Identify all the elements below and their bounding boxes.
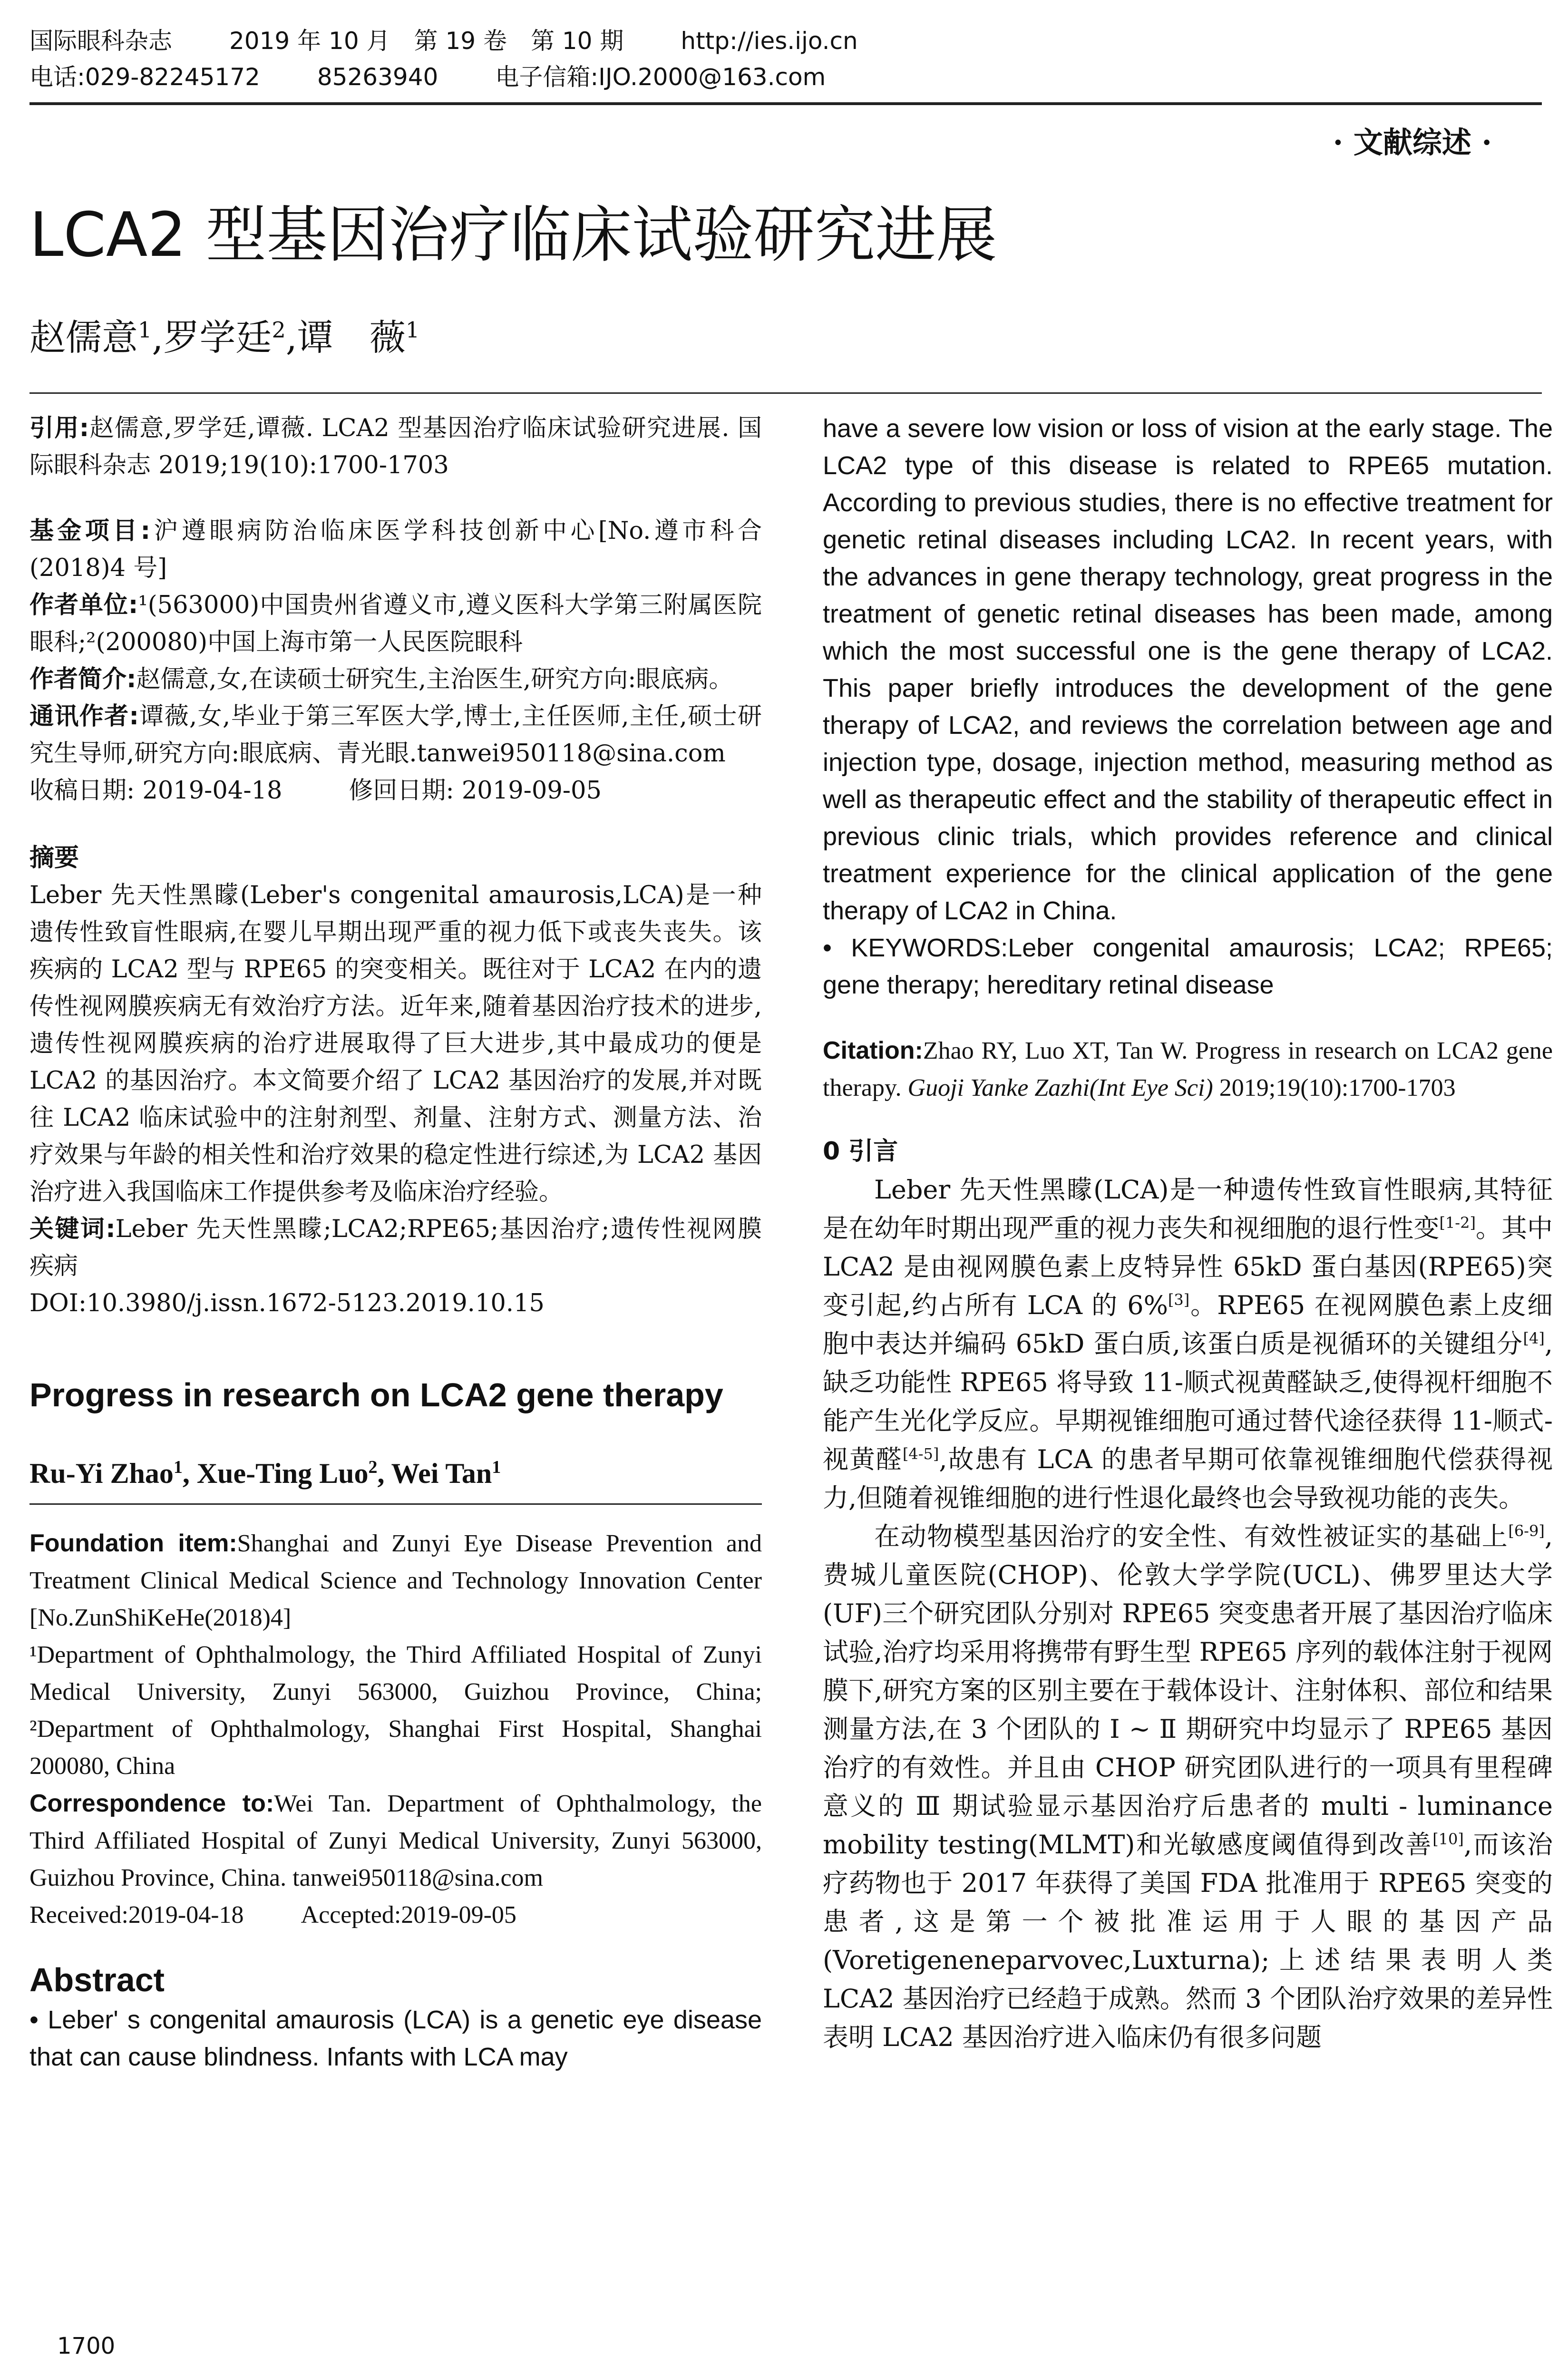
reference-link[interactable]: [1-2] bbox=[1439, 1214, 1476, 1232]
intro-text: ,而该治疗药物也于 2017 年获得了美国 FDA 批准用于 RPE65 突变的患者,这是第一个被批准运用于人眼的基因产品(Voretigeneneparvovec,Luxturna);上述结果表明人类 LCA2 基因治疗已经趋于成熟。然而 3 个团队治疗效果的差异性表明 LCA2 基因治疗进入临床仍有很多问题 bbox=[823, 1830, 1553, 2052]
author-name-en: Wei Tan bbox=[391, 1458, 492, 1489]
citation-zh bbox=[29, 410, 762, 484]
header-rule bbox=[29, 102, 1542, 105]
journal-url[interactable]: http://ies.ijo.cn bbox=[681, 27, 858, 55]
author-name-en: Xue-Ting Luo bbox=[196, 1458, 369, 1489]
correspondence-text-zh: 谭薇,女,毕业于第三军医大学,博士,主任医师,主任,硕士研究生导师,研究方向:眼底病、青光眼.tanwei950118@sina.com bbox=[29, 702, 762, 768]
foundation-en bbox=[29, 1525, 762, 1637]
reference-link[interactable]: [3] bbox=[1168, 1291, 1190, 1309]
citation-label-zh: 引用: bbox=[29, 414, 89, 442]
author-affiliation-mark: 1 bbox=[492, 1457, 501, 1477]
article-title-en: Progress in research on LCA2 gene therapy bbox=[29, 1376, 723, 1413]
correspondence-label-zh: 通讯作者: bbox=[29, 702, 139, 731]
author-list-en: Ru-Yi Zhao$^1$, Xue-Ting Luo$^2$, Wei Tan$^1$ bbox=[29, 1457, 501, 1489]
fund-zh bbox=[29, 513, 762, 587]
article-title-zh: LCA2 型基因治疗临床试验研究进展 bbox=[29, 200, 997, 271]
unit-label-zh: 作者单位: bbox=[29, 591, 138, 619]
received-date-en: Received:2019-04-18 bbox=[29, 1901, 244, 1929]
correspondence-zh bbox=[29, 698, 762, 772]
intro-text: 在动物模型基因治疗的安全性、有效性被证实的基础上 bbox=[874, 1521, 1509, 1551]
dates-zh bbox=[29, 772, 762, 809]
journal-phone: 电话:029-82245172 bbox=[29, 63, 260, 91]
unit-zh bbox=[29, 587, 762, 661]
received-date-zh: 收稿日期: 2019-04-18 bbox=[29, 777, 282, 805]
correspondence-label-en: Correspondence to: bbox=[29, 1790, 274, 1817]
reference-link[interactable]: [6-9] bbox=[1508, 1522, 1545, 1540]
author-separator: , bbox=[285, 316, 297, 359]
reference-link[interactable]: [10] bbox=[1432, 1830, 1464, 1848]
keywords-zh bbox=[29, 1211, 762, 1285]
author-affiliation-mark: 1 bbox=[138, 317, 152, 343]
bio-text-zh: 赵儒意,女,在读硕士研究生,主治医生,研究方向:眼底病。 bbox=[136, 665, 733, 693]
abstract-en-start: • Leber' s congenital amaurosis (LCA) is a genetic eye disease that can cause blindness. Infants with LCA may bbox=[29, 2006, 762, 2071]
journal-header bbox=[29, 23, 1542, 95]
bio-label-zh: 作者简介: bbox=[29, 665, 136, 693]
abstract-en-continued: have a severe low vision or loss of vision at the early stage. The LCA2 type of this disease is related to RPE65 mutation. According to previous studies, there is no effective treatment for genetic retinal diseases including LCA2. In recent years, with the advances in gene therapy technology, great progress in the treatment of genetic retinal diseases has been made, among which the most successful one is the gene therapy of LCA2. This paper briefly introduces the development of the gene therapy of LCA2, and reviews the correlation between age and injection type, dosage, injection method, measuring method as well as therapeutic effect and the stability of therapeutic effect in previous clinic trials, which provides reference and clinical treatment experience for the clinical application of the gene therapy of LCA2 in China. bbox=[823, 414, 1553, 925]
accepted-date-en: Accepted:2019-09-05 bbox=[301, 1901, 516, 1929]
author-name: 谭 薇 bbox=[297, 316, 406, 359]
author-list-zh bbox=[29, 314, 419, 361]
revised-date-zh: 修回日期: 2019-09-05 bbox=[349, 777, 602, 805]
abstract-heading-zh: 摘要 bbox=[29, 844, 79, 872]
citation-journal-en: Guoji Yanke Zazhi(Int Eye Sci) bbox=[907, 1074, 1213, 1101]
author-affiliation-mark: 1 bbox=[405, 317, 420, 343]
author-name: 赵儒意 bbox=[29, 316, 138, 359]
affiliations-en: ¹Department of Ophthalmology, the Third Affiliated Hospital of Zunyi Medical University, Zunyi 563000, Guizhou Province, China; ²Department of Ophthalmology, Shanghai First Hospital, Shanghai 200080, China bbox=[29, 1641, 762, 1780]
author-affiliation-mark: 2 bbox=[272, 317, 286, 343]
keywords-en: • KEYWORDS:Leber congenital amaurosis; LCA2; RPE65; gene therapy; hereditary retinal disease bbox=[823, 934, 1553, 999]
intro-paragraph-2 bbox=[823, 1517, 1553, 2056]
journal-phone-2: 85263940 bbox=[317, 63, 438, 91]
author-separator: , bbox=[152, 316, 164, 359]
foundation-label-en: Foundation item: bbox=[29, 1529, 237, 1557]
intro-text: 。其中 LCA2 是由视网膜色素上皮特异性 65kD 蛋白基因(RPE65)突变引起,约占所有 LCA 的 6% bbox=[823, 1213, 1553, 1320]
page-number: 1700 bbox=[57, 2333, 116, 2359]
abstract-zh bbox=[29, 877, 762, 1322]
citation-text-zh: 赵儒意,罗学廷,谭薇. LCA2 型基因治疗临床试验研究进展. 国际眼科杂志 2019;19(10):1700-1703 bbox=[29, 414, 762, 479]
journal-name: 国际眼科杂志 bbox=[29, 27, 172, 55]
citation-volume-en: 2019;19(10):1700-1703 bbox=[1219, 1074, 1456, 1101]
fund-label-zh: 基金项目: bbox=[29, 517, 151, 545]
dates-en bbox=[29, 1897, 762, 1934]
keywords-label-zh: 关键词: bbox=[29, 1215, 116, 1243]
section-label: · 文献综述 · bbox=[1333, 125, 1492, 160]
doi[interactable]: DOI:10.3980/j.issn.1672-5123.2019.10.15 bbox=[29, 1289, 545, 1317]
intro-text: ,缺乏功能性 RPE65 将导致 11-顺式视黄醛缺乏,使得视杆细胞不能产生光化学反应。早期视锥细胞可通过替代途径获得 11-顺式-视黄醛 bbox=[823, 1329, 1553, 1474]
journal-email[interactable]: 电子信箱:IJO.2000@163.com bbox=[495, 63, 826, 91]
fund-text-zh: 沪遵眼病防治临床医学科技创新中心[No.遵市科合(2018)4 号] bbox=[29, 517, 762, 582]
right-column bbox=[823, 410, 1553, 2056]
correspondence-en bbox=[29, 1785, 762, 1897]
intro-text: ,故患有 LCA 的患者早期可依靠视锥细胞代偿获得视力,但随着视锥细胞的进行性退化最终也会导致视功能的丧失。 bbox=[823, 1444, 1553, 1513]
left-column bbox=[29, 410, 762, 2075]
keywords-text-zh: Leber 先天性黑矇;LCA2;RPE65;基因治疗;遗传性视网膜疾病 bbox=[29, 1215, 762, 1280]
author-affiliation-mark: 1 bbox=[173, 1457, 183, 1477]
journal-issue: 2019 年 10 月 第 19 卷 第 10 期 bbox=[229, 27, 624, 55]
citation-text-en: Zhao RY, Luo XT, Tan W. Progress in research on LCA2 gene therapy. bbox=[823, 1037, 1553, 1101]
intro-text: Leber 先天性黑矇(LCA)是一种遗传性致盲性眼病,其特征是在幼年时期出现严重的视力丧失和视细胞的退行性变 bbox=[823, 1175, 1553, 1243]
title-rule bbox=[29, 392, 1542, 394]
reference-link[interactable]: [4] bbox=[1523, 1329, 1545, 1347]
intro-text: 。RPE65 在视网膜色素上皮细胞中表达并编码 65kD 蛋白质,该蛋白质是视循环的关键组分 bbox=[823, 1290, 1553, 1359]
reference-link[interactable]: [4-5] bbox=[902, 1445, 939, 1463]
foundation-text-en: Shanghai and Zunyi Eye Disease Prevention and Treatment Clinical Medical Science and Technology Innovation Center [No.ZunShiKeHe(2018)4] bbox=[29, 1530, 762, 1631]
author-name-en: Ru-Yi Zhao bbox=[29, 1458, 174, 1489]
abstract-heading-en: Abstract bbox=[29, 1961, 165, 1998]
unit-text-zh: ¹(563000)中国贵州省遵义市,遵义医科大学第三附属医院眼科;²(200080)中国上海市第一人民医院眼科 bbox=[29, 591, 762, 656]
article-meta-en bbox=[29, 1525, 762, 1934]
intro-paragraph-1 bbox=[823, 1170, 1553, 1517]
intro-heading: 0 引言 bbox=[823, 1137, 898, 1166]
article-meta-zh bbox=[29, 410, 762, 809]
abstract-body-zh: Leber 先天性黑矇(Leber's congenital amaurosis,LCA)是一种遗传性致盲性眼病,在婴儿早期出现严重的视力低下或丧失丧失。该疾病的 LCA2 型与 RPE65 的突变相关。既往对于 LCA2 在内的遗传性视网膜疾病无有效治疗方法。近年来,随着基因治疗技术的进步,遗传性视网膜疾病的治疗进展取得了巨大进步,其中最成功的便是 LCA2 的基因治疗。本文简要介绍了 LCA2 基因治疗的发展,并对既往 LCA2 临床试验中的注射剂型、剂量、注射方式、测量方法、治疗效果与年龄的相关性和治疗效果的稳定性进行综述,为 LCA2 基因治疗进入我国临床工作提供参考及临床治疗经验。 bbox=[29, 881, 762, 1206]
correspondence-text-en: Wei Tan. Department of Ophthalmology, the Third Affiliated Hospital of Zunyi Medical University, Zunyi 563000, Guizhou Province, China. tanwei950118@sina.com bbox=[29, 1790, 762, 1891]
intro-text: ,费城儿童医院(CHOP)、伦敦大学学院(UCL)、佛罗里达大学(UF)三个研究团队分别对 RPE65 突变患者开展了基因治疗临床试验,治疗均采用将携带有野生型 RPE65 序列的载体注射于视网膜下,研究方案的区别主要在于载体设计、注射体积、部位和结果测量方法,在 3 个团队的 Ⅰ ~ Ⅱ 期研究中均显示了 RPE65 基因治疗的有效性。并且由 CHOP 研究团队进行的一项具有里程碑意义的 Ⅲ 期试验显示基因治疗后患者的 multi - luminance mobility testing(MLMT)和光敏感度阈值得到改善 bbox=[823, 1521, 1553, 1860]
author-affiliation-mark: 2 bbox=[368, 1457, 378, 1477]
citation-en bbox=[823, 1032, 1553, 1107]
citation-label-en: Citation: bbox=[823, 1037, 923, 1064]
author-name: 罗学廷 bbox=[163, 316, 272, 359]
bio-zh bbox=[29, 661, 762, 698]
